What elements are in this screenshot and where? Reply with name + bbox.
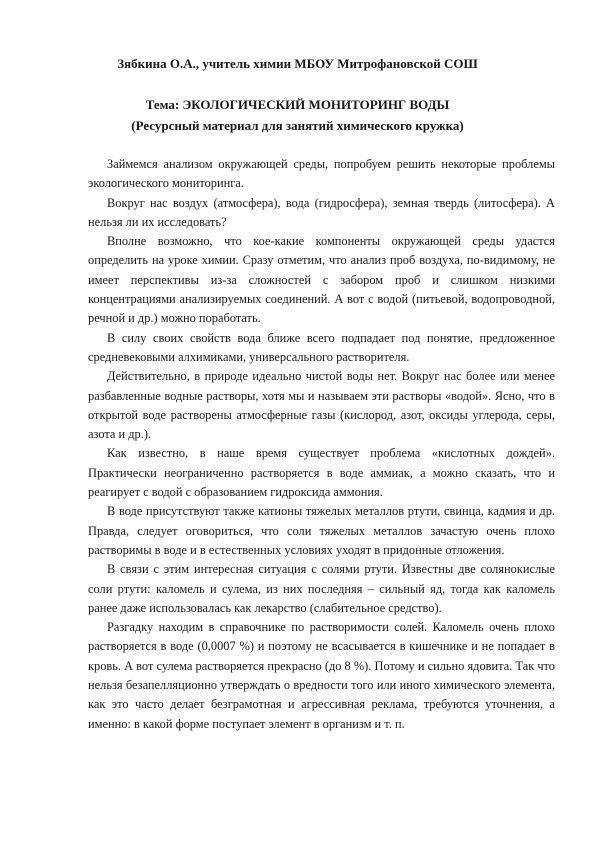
title-topic: Тема: ЭКОЛОГИЧЕСКИЙ МОНИТОРИНГ ВОДЫ — [145, 97, 450, 112]
paragraph: Займемся анализом окружающей среды, попробуем решить некоторые проблемы экологического мониторинга. — [88, 157, 555, 191]
paragraph: В воде присутствуют также катионы тяжелых металлов ртути, свинца, кадмия и др. Правда, следует оговориться, что соли тяжелых металлов зачастую очень плохо растворимы в воде и в естественных условиях уходят в придонные отложения. — [88, 504, 555, 557]
paragraph: Вполне возможно, что кое-какие компоненты окружающей среды удастся определить на уроке химии. Сразу отметим, что анализ проб воздуха, по-видимому, не имеет перспективы из-за сложностей с забором проб и слишком низкими концентрациями анализируемых соединений. А вот с водой (питьевой, водопроводной, речной и др.) можно поработать. — [88, 234, 555, 326]
paragraph: В связи с этим интересная ситуация с солями ртути. Известны две солянокислые соли ртути: каломель и сулема, из них последняя – сильный яд, тогда как каломель ранее даже использовалась как лекарство (слабительное средство). — [88, 562, 555, 615]
document-title — [0, 94, 595, 136]
paragraph: Разгадку находим в справочнике по растворимости солей. Каломель очень плохо растворяется в воде (0,0007 %) и поэтому не всасывается в кишечнике и не попадает в кровь. А вот сулема растворяется прекрасно (до 8 %). Потому и сильно ядовита. Так что нельзя безапелляционно утверждать о вредности того или иного химического элемента, как это часто делает безграмотная и агрессивная реклама, требуются уточнения, а именно: в какой форме поступает элемент в организм и т. п. — [88, 620, 555, 731]
paragraph: Как известно, в наше время существует проблема «кислотных дождей». Практически неограниченно растворяется в воде аммиак, а можно сказать, что и реагирует с водой с образованием гидроксида аммония. — [88, 446, 555, 500]
document-body — [88, 155, 555, 734]
paragraph: В силу своих свойств вода ближе всего подпадает под понятие, предложенное средневековыми алхимиками, универсального растворителя. — [88, 330, 555, 364]
paragraph: Действительно, в природе идеально чистой воды нет. Вокруг нас более или менее разбавленные водные растворы, хотя мы и называем эти растворы «водой». Ясно, что в открытой воде растворены атмосферные газы (кислород, азот, оксиды углерода, серы, азота и др.). — [88, 369, 555, 442]
author-line: Зябкина О.А., учитель химии МБОУ Митрофановской СОШ — [117, 56, 478, 71]
paragraph: Вокруг нас воздух (атмосфера), вода (гидросфера), земная твердь (литосфера). А нельзя ли их исследовать? — [88, 195, 555, 229]
title-subtitle: (Ресурсный материал для занятий химического кружка) — [131, 118, 464, 133]
